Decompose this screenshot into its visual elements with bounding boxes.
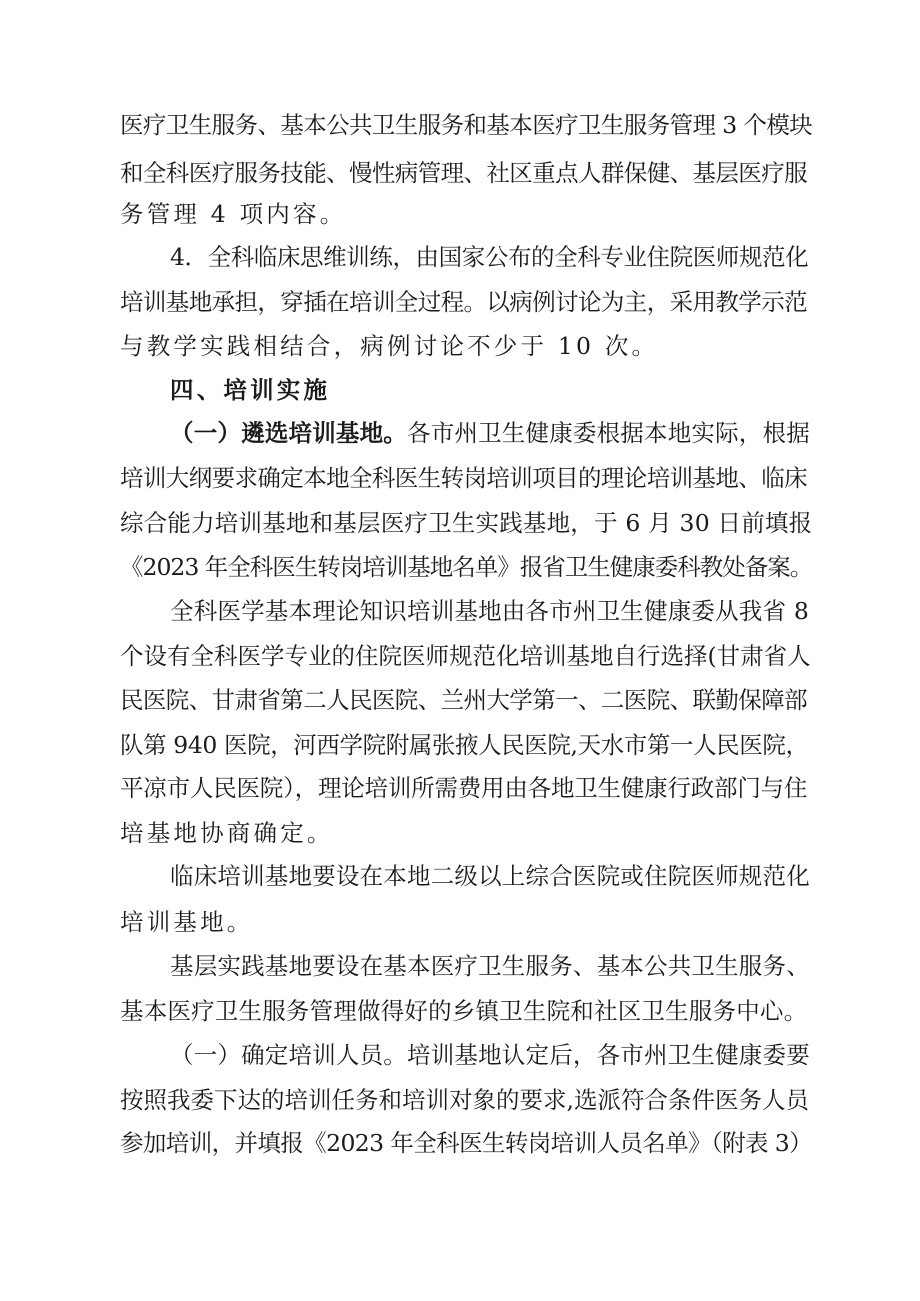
para3-line-1-rest: 各市州卫生健康委根据本地实际，根据 <box>407 419 810 447</box>
para6-line-1: 基层实践基地要设在基本医疗卫生服务、基本公共卫生服务、 <box>170 952 810 980</box>
para2-line-2: 培训基地承担，穿插在培训全过程。以病例讨论为主，采用教学示范 <box>120 288 807 316</box>
para5-line-1: 临床培训基地要设在本地二级以上综合医院或住院医师规范化 <box>170 862 810 890</box>
para6-line-2: 基本医疗卫生服务管理做得好的乡镇卫生院和社区卫生服务中心。 <box>120 997 808 1025</box>
para3-line-2: 培训大纲要求确定本地全科医生转岗培训项目的理论培训基地、临床 <box>120 464 807 492</box>
para4-line-1: 全科医学基本理论知识培训基地由各市州卫生健康委从我省 8 <box>170 597 810 625</box>
section-heading: 四、培训实施 <box>170 376 331 404</box>
para2-line-1: 4．全科临床思维训练，由国家公布的全科专业住院医师规范化 <box>170 243 809 271</box>
para3-line-4: 《2023 年全科医生转岗培训基地名单》报省卫生健康委科教处备案。 <box>120 553 813 581</box>
para1-line-1: 医疗卫生服务、基本公共卫生服务和基本医疗卫生服务管理 3 个模块 <box>120 111 813 139</box>
para4-line-3: 民医院、甘肃省第二人民医院、兰州大学第一、二医院、联勤保障部 <box>120 686 807 714</box>
para3-line-1 <box>170 418 810 448</box>
para7-line-2: 按照我委下达的培训任务和培训对象的要求,选派符合条件医务人员 <box>120 1086 809 1114</box>
para3-line-3: 综合能力培训基地和基层医疗卫生实践基地，于 6 月 30 日前填报 <box>120 509 813 537</box>
para1-line-3: 务管理 4 项内容。 <box>120 200 347 228</box>
para4-line-4: 队第 940 医院，河西学院附属张掖人民医院,天水市第一人民医院， <box>120 731 809 759</box>
para2-line-3: 与教学实践相结合，病例讨论不少于 10 次。 <box>120 332 659 360</box>
para4-line-2: 个设有全科医学专业的住院医师规范化培训基地自行选择(甘肃省人 <box>120 642 811 670</box>
para4-line-6: 培基地协商确定。 <box>120 819 334 847</box>
para3-bold-lead: （一）遴选培训基地。 <box>170 419 407 447</box>
para5-line-2: 培训基地。 <box>120 908 254 936</box>
para7-line-3: 参加培训，并填报《2023 年全科医生转岗培训人员名单》（附表 3） <box>120 1129 813 1157</box>
para7-line-1: （一）确定培训人员。培训基地认定后，各市州卫生健康委要 <box>170 1041 810 1069</box>
para1-line-2: 和全科医疗服务技能、慢性病管理、社区重点人群保健、基层医疗服 <box>120 159 807 187</box>
para4-line-5: 平凉市人民医院），理论培训所需费用由各地卫生健康行政部门与住 <box>120 774 808 802</box>
